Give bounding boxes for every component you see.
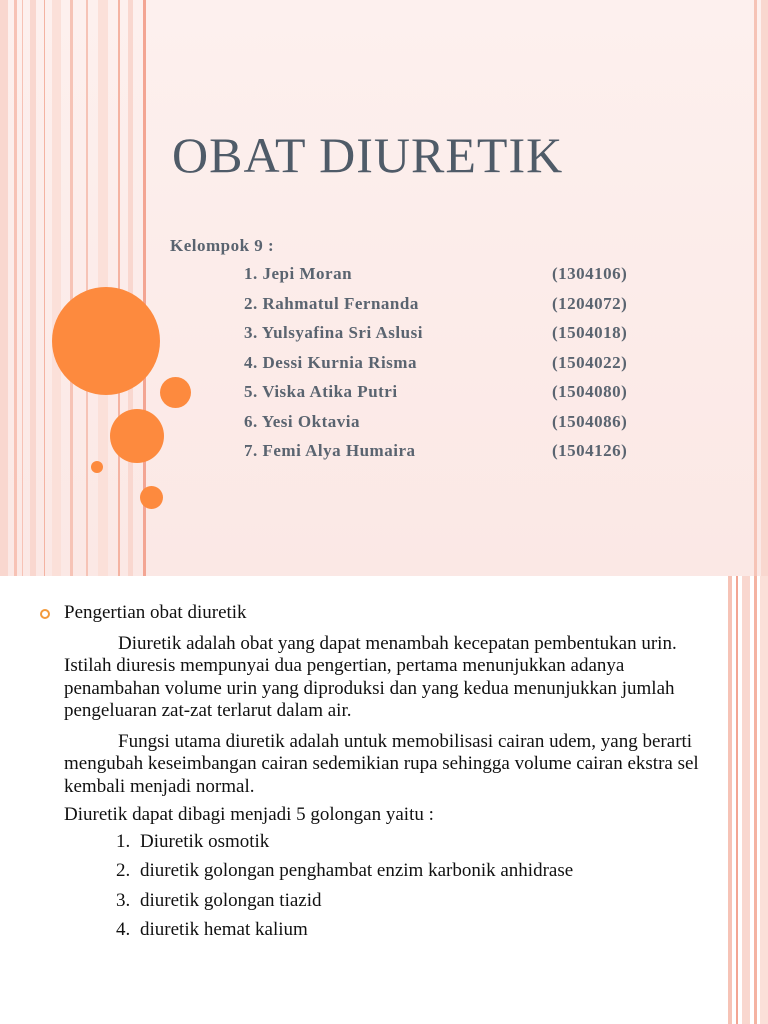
decorative-stripes-right — [728, 576, 768, 1024]
list-number: 1. — [116, 830, 131, 852]
member-name: 1. Jepi Moran — [244, 264, 353, 283]
list-text: diuretik golongan tiazid — [140, 889, 322, 911]
paragraph-definition — [40, 633, 720, 723]
member-name: 7. Femi Alya Humaira — [244, 441, 416, 460]
member-name: 5. Viska Atika Putri — [244, 382, 398, 401]
slide-body — [40, 602, 720, 949]
member-name: 6. Yesi Oktavia — [244, 411, 360, 431]
content-slide — [0, 576, 768, 1024]
paragraph-definition-text: Diuretik adalah obat yang dapat menambah kecepatan pembentukan urin. Istilah diuresis mempunyai dua pengertian, pertama menunjukkan adanya penambahan volume urin yang diproduksi dan yang kedua menunjukkan jumlah pengeluaran zat-zat terlarut dalam air. — [64, 632, 677, 721]
slide-title: OBAT DIURETIK — [172, 127, 564, 183]
member-name: 4. Dessi Kurnia Risma — [244, 352, 417, 372]
list-item — [116, 919, 720, 942]
list-text: Diuretik osmotik — [140, 830, 270, 852]
list-number: 2. — [116, 860, 131, 881]
paragraph-function-text: Fungsi utama diuretik adalah untuk memobilisasi cairan udem, yang berarti mengubah keseimbangan cairan sedemikian rupa sehingga volume cairan ekstra sel kembali menjadi normal. — [64, 730, 699, 797]
paragraph-function — [40, 731, 720, 799]
member-row — [244, 412, 664, 442]
bullet-heading-row — [40, 602, 720, 625]
member-id: (1504080) — [552, 382, 628, 401]
list-item — [116, 860, 720, 883]
member-row — [244, 353, 664, 383]
member-list — [244, 264, 664, 471]
decorative-stripes-right — [754, 0, 768, 576]
list-item — [116, 831, 720, 854]
member-row — [244, 264, 664, 294]
member-row — [244, 294, 664, 324]
group-label: Kelompok 9 : — [170, 236, 275, 255]
member-row — [244, 441, 664, 471]
decorative-circle-medium — [110, 409, 164, 463]
decorative-stripes-left — [0, 0, 150, 576]
decorative-circle-small-right — [160, 377, 191, 408]
member-id: (1504126) — [552, 441, 628, 460]
decorative-circle-small-bottom — [140, 486, 163, 509]
member-id: (1504022) — [552, 352, 628, 372]
list-text: diuretik hemat kalium — [140, 919, 308, 940]
member-name: 2. Rahmatul Fernanda — [244, 293, 419, 313]
member-id: (1504018) — [552, 323, 628, 342]
decorative-circle-large — [52, 287, 160, 395]
list-text: diuretik golongan penghambat enzim karbonik anhidrase — [140, 860, 574, 881]
member-name: 3. Yulsyafina Sri Aslusi — [244, 323, 423, 342]
bullet-circle-icon — [40, 609, 50, 619]
decorative-circle-tiny — [91, 461, 103, 473]
bullet-heading: Pengertian obat diuretik — [64, 602, 247, 623]
member-id: (1204072) — [552, 293, 628, 313]
list-intro: Diuretik dapat dibagi menjadi 5 golongan yaitu : — [64, 804, 434, 825]
member-id: (1304106) — [552, 264, 628, 283]
list-item — [116, 890, 720, 913]
diuretic-types-list — [40, 831, 720, 942]
list-number: 4. — [116, 919, 131, 940]
member-id: (1504086) — [552, 411, 628, 431]
member-row — [244, 323, 664, 353]
member-row — [244, 382, 664, 412]
list-number: 3. — [116, 889, 131, 911]
